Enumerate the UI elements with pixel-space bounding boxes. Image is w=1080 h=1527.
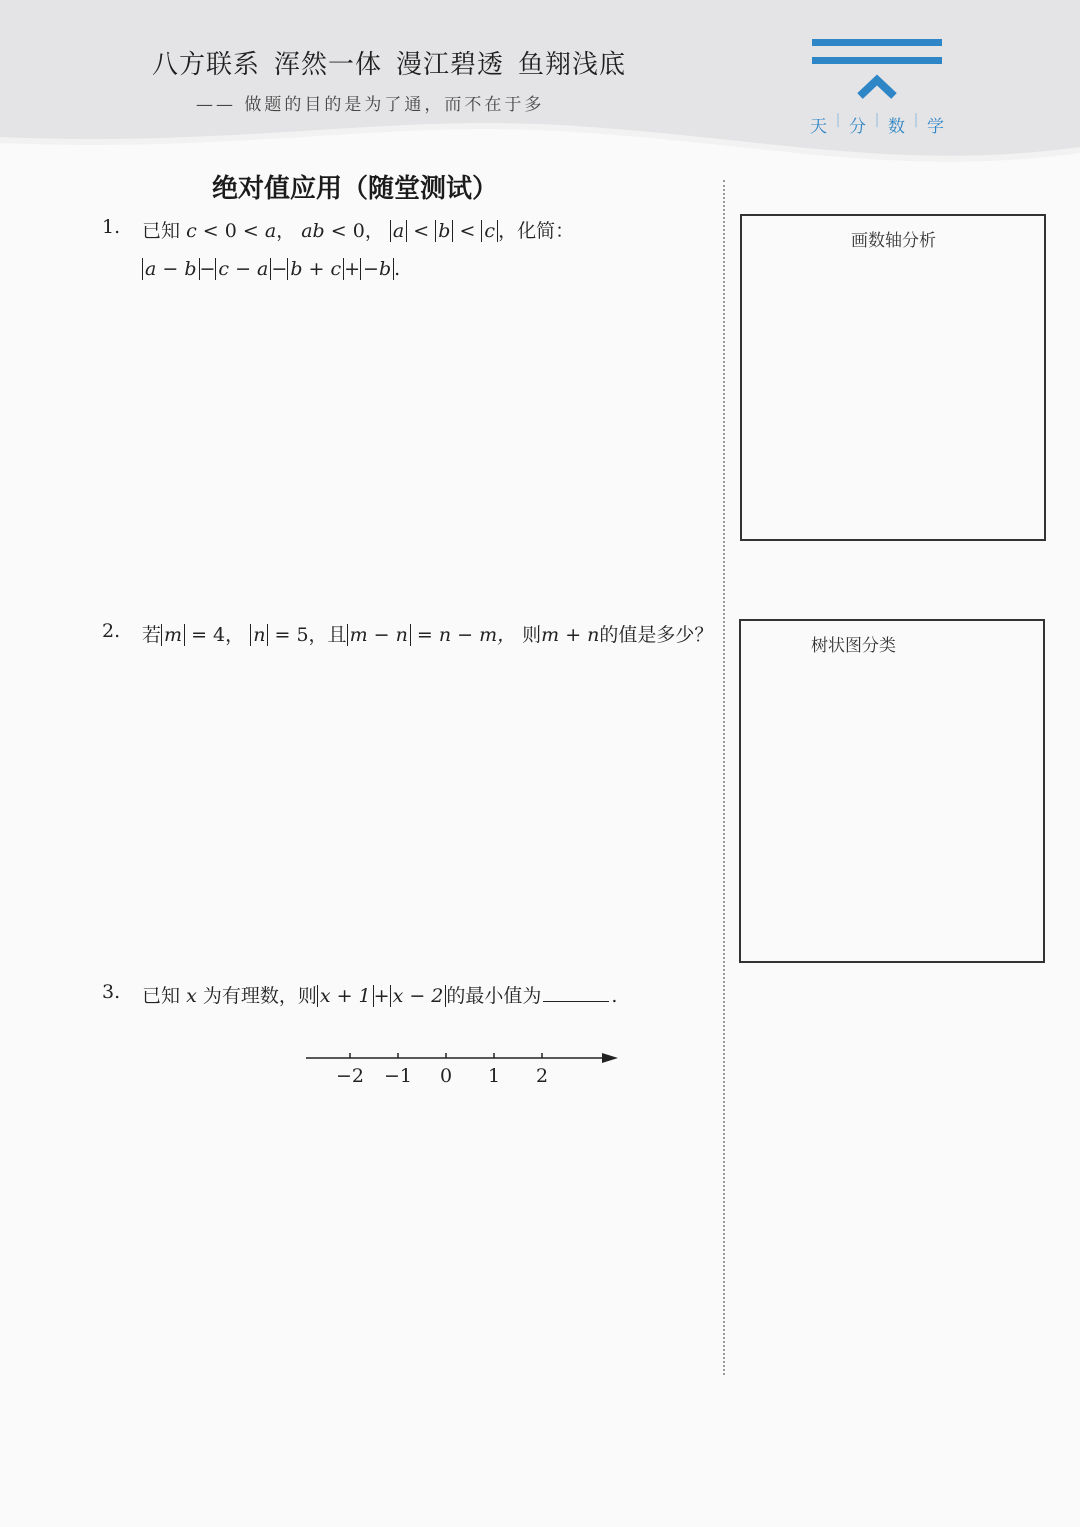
question-1 <box>102 216 702 296</box>
number-line <box>300 1040 630 1100</box>
number-line-analysis-box[interactable] <box>740 214 1046 541</box>
brand-separator: | <box>835 112 841 128</box>
question-number: 2. <box>102 620 121 642</box>
motto-phrase: 鱼翔浅底 <box>518 50 627 80</box>
brand-separator: | <box>874 112 880 128</box>
worksheet-title: 绝对值应用（随堂测试） <box>212 174 499 204</box>
brand-separator: | <box>913 112 919 128</box>
brand-char: 分 <box>849 117 866 137</box>
motto-phrase: 漫江碧透 <box>396 50 505 80</box>
motto-phrase: 浑然一体 <box>274 50 383 80</box>
chevron-up-icon <box>860 80 894 96</box>
brand-char: 学 <box>927 117 944 137</box>
question-text: 已知 x 为有理数，则 x + 1 + x − 2 的最小值为 . <box>142 985 618 1007</box>
arrow-right-icon <box>602 1053 618 1063</box>
question-3 <box>102 981 702 1011</box>
header-motto <box>152 44 640 81</box>
brand-char: 数 <box>888 117 905 137</box>
number-line-tick-label: 2 <box>535 1065 549 1087</box>
motto-phrase: 八方联系 <box>152 50 261 80</box>
brand-name <box>810 112 944 137</box>
box-label: 树状图分类 <box>811 636 896 656</box>
brand-char: 天 <box>810 117 827 137</box>
column-divider <box>723 180 725 1375</box>
header-subtitle: —— 做题的目的是为了通，而不在于多 <box>196 95 545 115</box>
tree-diagram-box[interactable] <box>739 619 1045 963</box>
box-label: 画数轴分析 <box>851 231 936 251</box>
question-text: 若 m = 4， n = 5，且 m − n = n − m， 则m + n的值是多少？ <box>142 624 714 646</box>
question-text: 已知 c < 0 < a， ab < 0， a < b < c ，化简： <box>142 220 575 242</box>
number-line-tick-label: 1 <box>487 1065 501 1087</box>
question-2 <box>102 620 714 650</box>
number-line-tick-label: −2 <box>335 1065 365 1087</box>
answer-blank[interactable] <box>543 1000 609 1002</box>
question-number: 1. <box>102 216 121 238</box>
number-line-tick-label: 0 <box>439 1065 453 1087</box>
number-line-tick-label: −1 <box>383 1065 413 1087</box>
question-number: 3. <box>102 981 121 1003</box>
question-expression: a − b − c − a − b + c + −b . <box>142 258 400 280</box>
